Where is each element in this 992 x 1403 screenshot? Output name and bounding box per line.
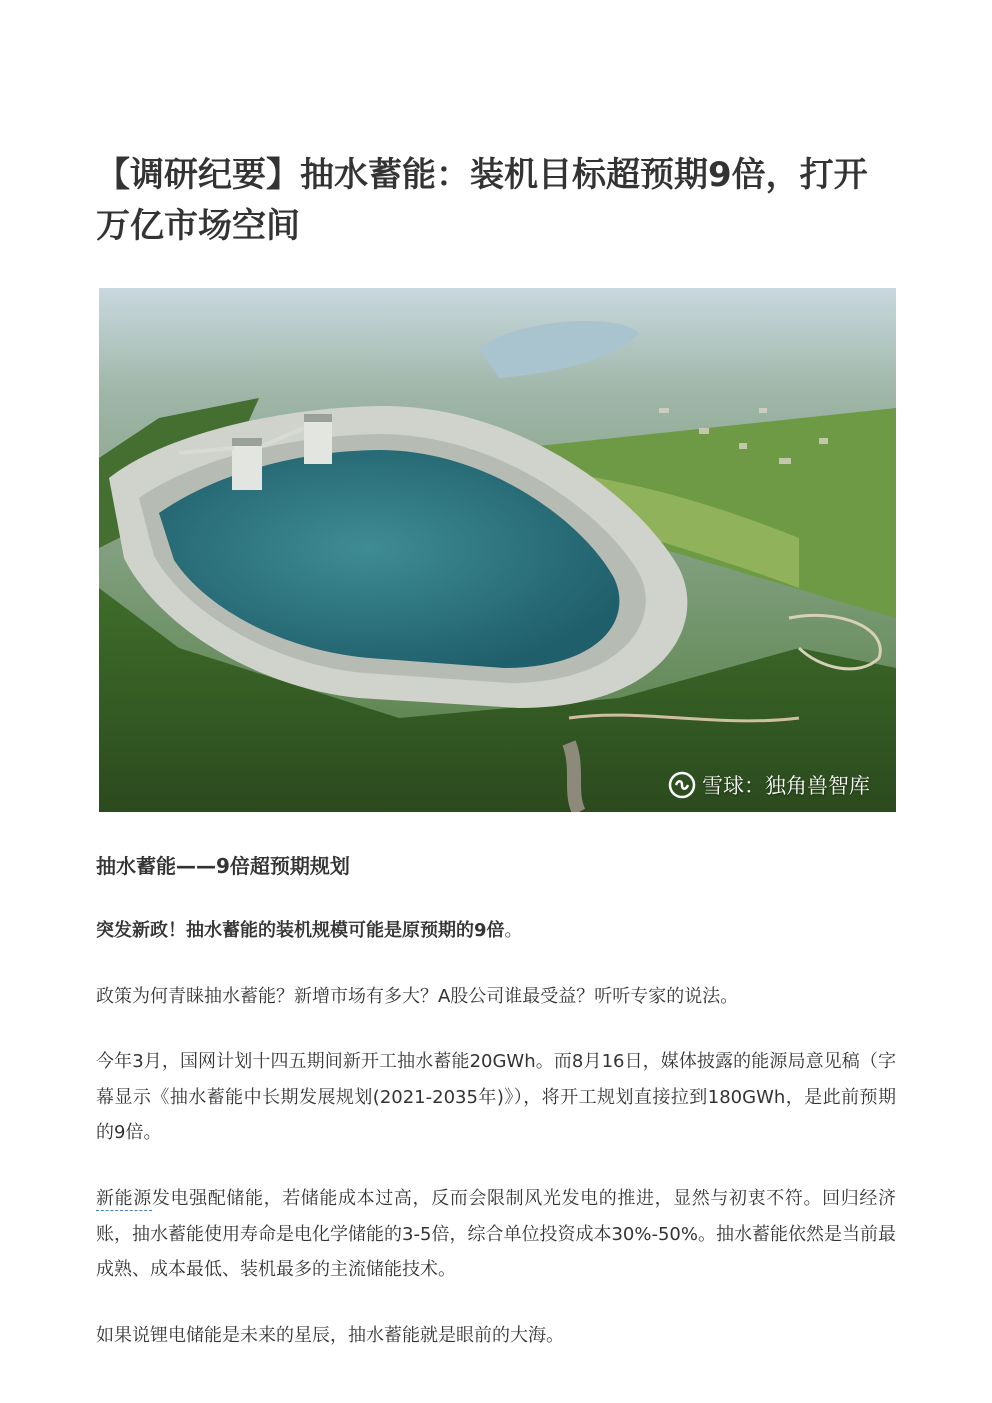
article-title: 【调研纪要】抽水蓄能：装机目标超预期9倍，打开万亿市场空间 (96, 155, 868, 246)
hero-image (99, 288, 896, 812)
paragraph: 政策为何青睐抽水蓄能？新增市场有多大？A股公司谁最受益？听听专家的说法。 (96, 986, 739, 1007)
watermark (668, 770, 870, 800)
paragraph-text: 发电强配储能，若储能成本过高，反而会限制风光发电的推进，显然与初衷不符。回归经济账，抽水蓄能使用寿命是电化学储能的3-5倍，综合单位投资成本30%-50%。抽水蓄能依然是当前最成熟、成本最低、装机最多的主流储能技术。 (96, 1188, 896, 1280)
paragraph (96, 1181, 896, 1288)
lead-punctuation: 。 (504, 920, 523, 941)
paragraph: 如果说锂电储能是未来的星辰，抽水蓄能就是眼前的大海。 (96, 1325, 564, 1346)
xueqiu-logo-icon (668, 771, 696, 799)
aerial-reservoir-photo (99, 288, 896, 812)
watermark-text: 雪球：独角兽智库 (702, 774, 870, 798)
paragraph-lead (96, 913, 896, 949)
topic-link[interactable]: 新能源 (96, 1188, 152, 1209)
paragraph: 今年3月，国网计划十四五期间新开工抽水蓄能20GWh。而8月16日，媒体披露的能源局意见稿（字幕显示《抽水蓄能中长期发展规划(2021-2035年)》），将开工规划直接拉到180GWh，是此前预期的9倍。 (96, 1051, 896, 1143)
lead-bold-text: 突发新政！抽水蓄能的装机规模可能是原预期的9倍 (96, 920, 505, 941)
section-heading: 抽水蓄能——9倍超预期规划 (96, 854, 350, 878)
